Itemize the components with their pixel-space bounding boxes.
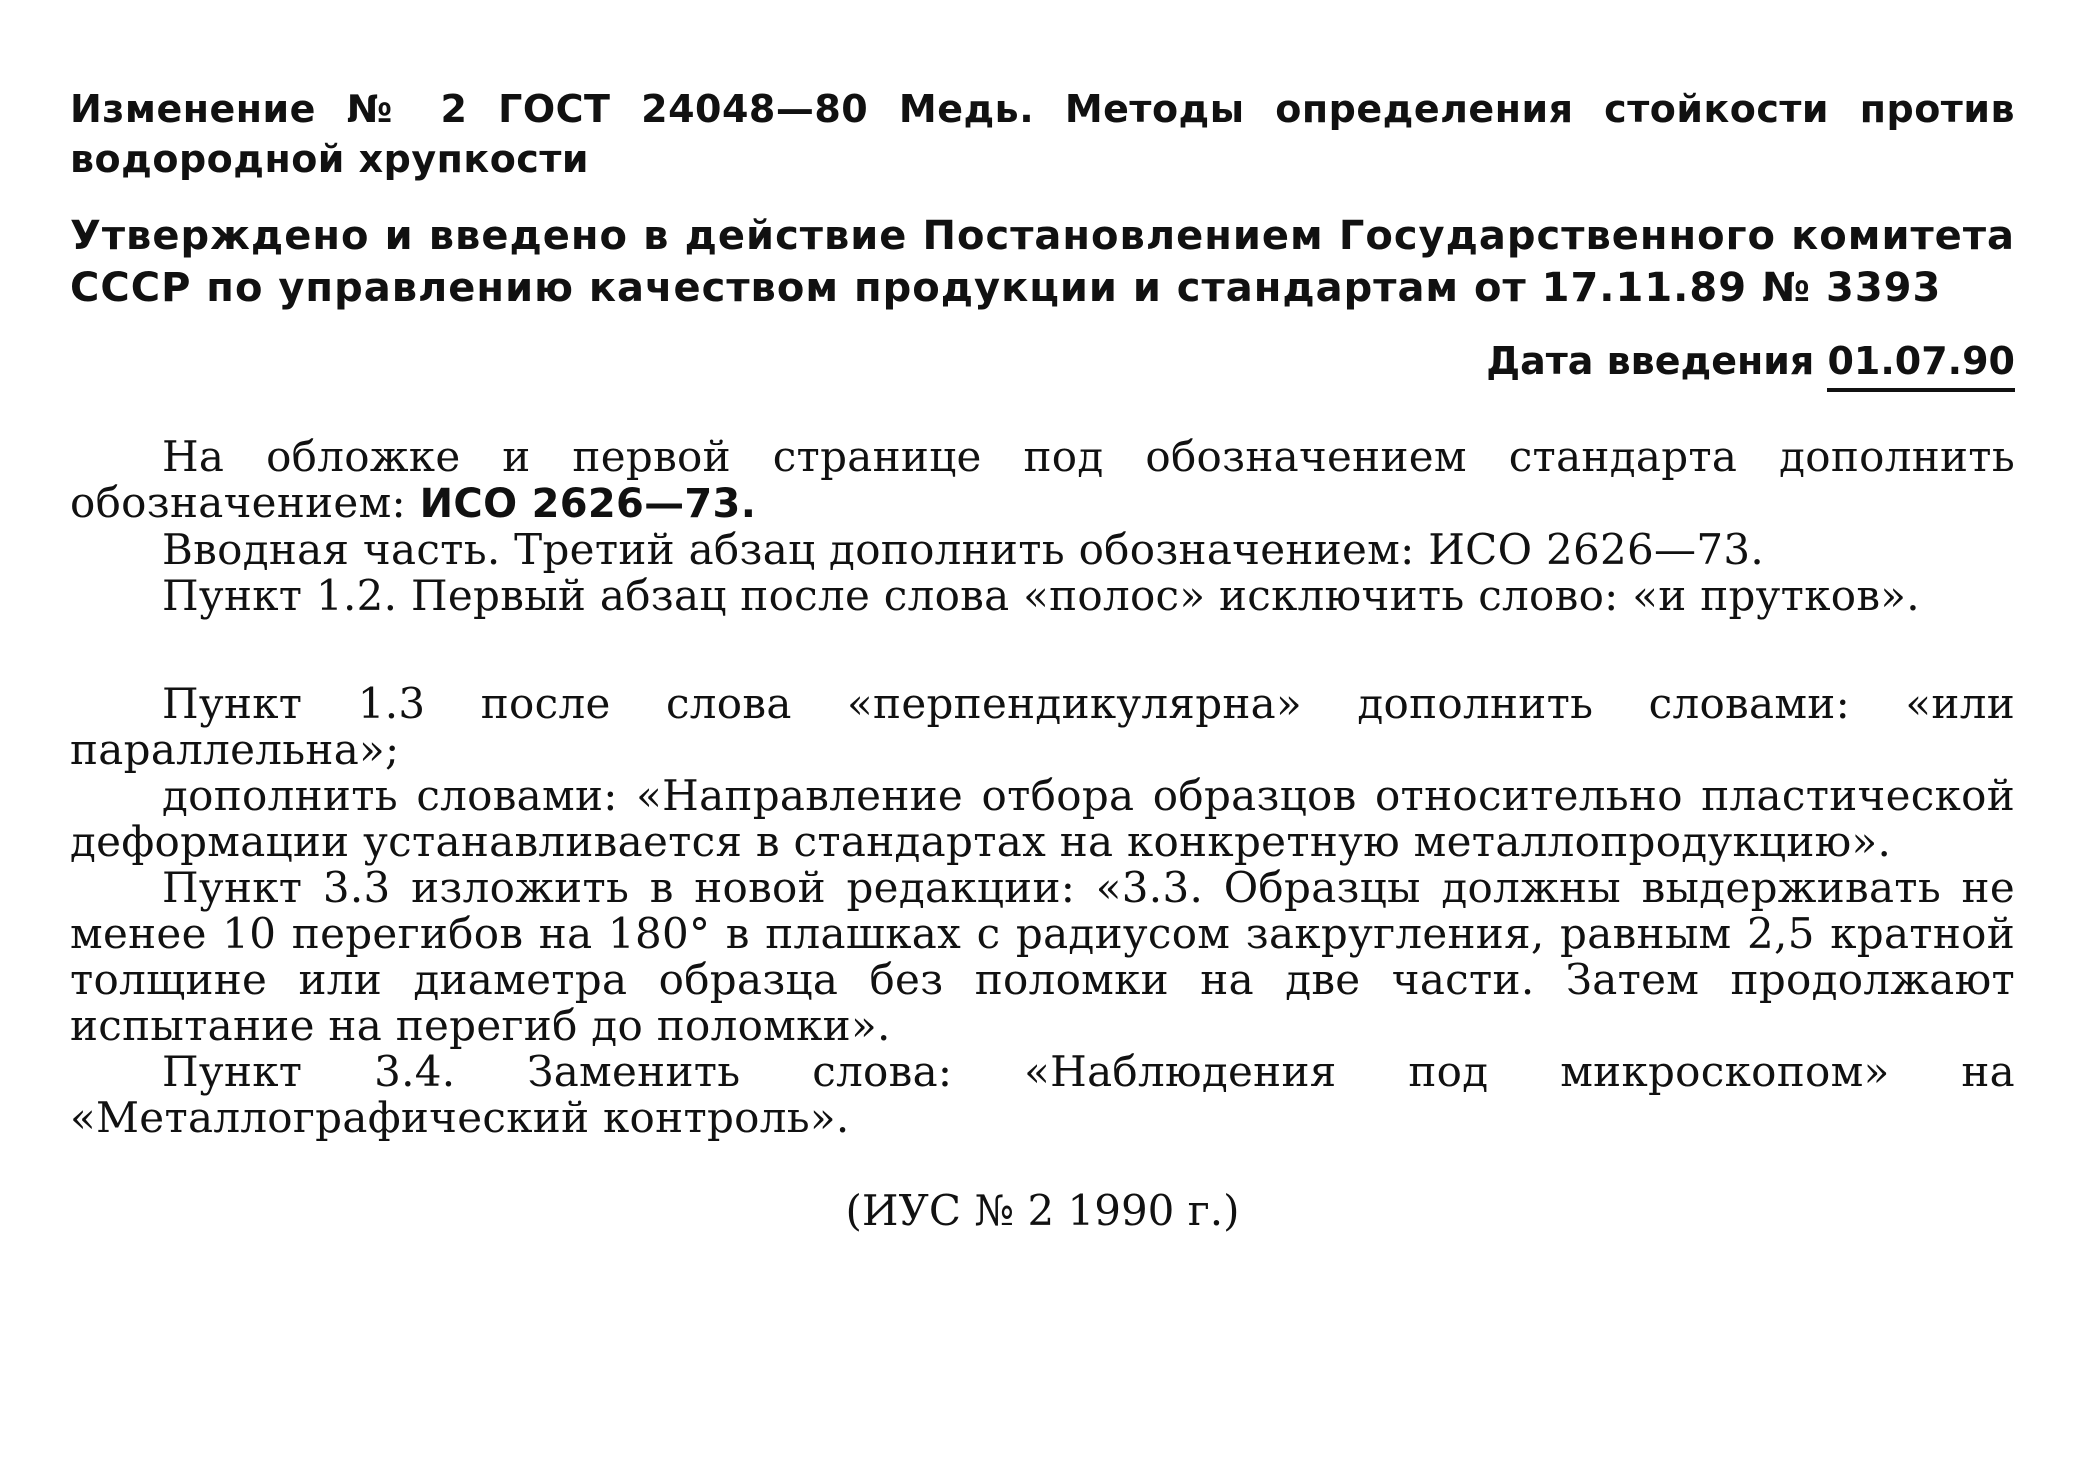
document-title: Изменение № 2 ГОСТ 24048—80 Медь. Методы определения стойкости против водородной хрупкости [70,87,2015,181]
document-page [70,84,2015,1235]
effective-date-value: 01.07.90 [1827,336,2015,392]
paragraph-cover-text: На обложке и первой странице под обозначением стандарта дополнить обозначением: [70,432,2015,527]
paragraph-cover-designation [70,434,2015,527]
paragraph-item-1-3: Пункт 1.3 после слова «перпендикулярна» дополнить словами: «или параллельна»; [70,679,2015,774]
effective-date [70,336,2015,392]
paragraph-item-3-4: Пункт 3.4. Заменить слова: «Наблюдения под микроскопом» на «Металлографический контроль». [70,1047,2015,1142]
iso-designation: ИСО 2626—73. [419,481,757,527]
paragraph-introduction: Вводная часть. Третий абзац дополнить обозначением: ИСО 2626—73. [162,525,1765,574]
paragraph-item-1-3-addition: дополнить словами: «Направление отбора образцов относительно пластической деформации устанавливается в стандартах на конкретную металлопродукцию». [70,771,2015,866]
effective-date-label: Дата введения [1486,339,1815,383]
paragraph-item-3-3: Пункт 3.3 изложить в новой редакции: «3.3. Образцы должны выдерживать не менее 10 перегибов на 180° в плашках с радиусом закругления, равным 2,5 кратной толщине или диаметра образца без поломки на две части. Затем продолжают испытание на перегиб до поломки». [70,863,2015,1050]
approval-statement: Утверждено и введено в действие Постановлением Государственного комитета СССР по управлению качеством продукции и стандартам от 17.11.89 № 3393 [70,213,2015,311]
paragraph-item-1-2: Пункт 1.2. Первый абзац после слова «полос» исключить слово: «и прутков». [162,571,1920,620]
source-reference: (ИУС № 2 1990 г.) [845,1186,1240,1235]
